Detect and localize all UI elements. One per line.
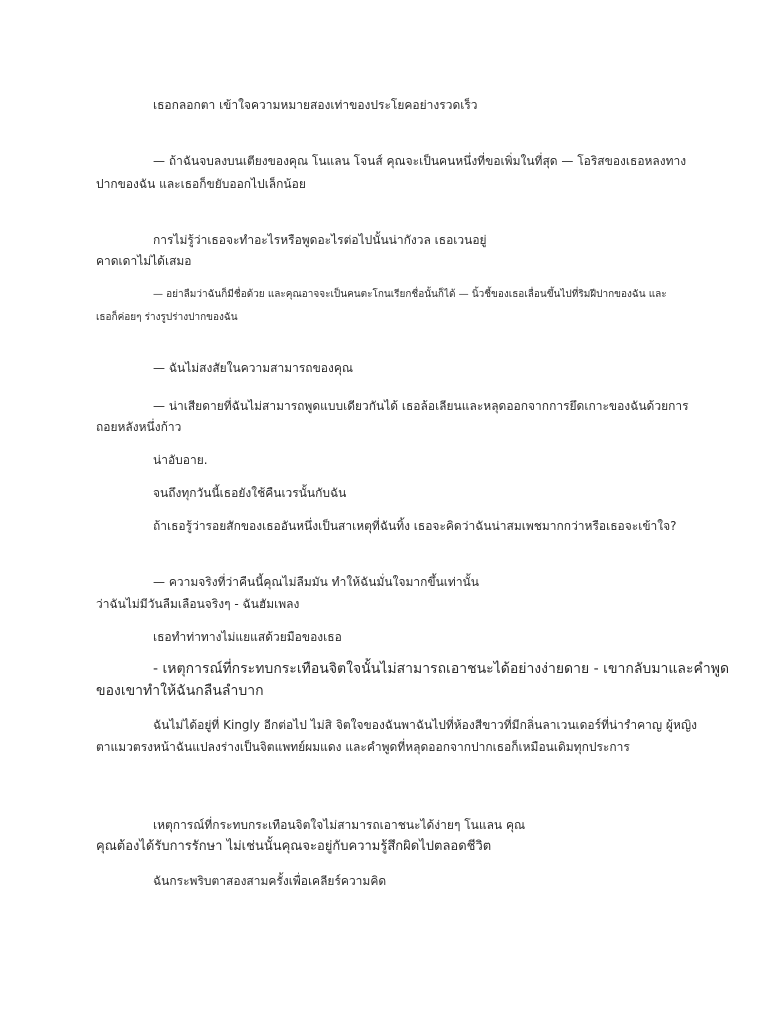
- paragraph-line: ว่าฉันไม่มีวันลืมเลือนจริงๆ - ฉันฮัมเพลง: [96, 597, 300, 611]
- paragraph-line: ฉันกระพริบตาสองสามครั้งเพื่อเคลียร์ความคิด: [153, 874, 387, 888]
- paragraph-line: จนถึงทุกวันนี้เธอยังใช้คืนเวรนั้นกับฉัน: [153, 486, 347, 500]
- paragraph-line: ถอยหลังหนึ่งก้าว: [96, 420, 182, 434]
- paragraph-line: — ความจริงที่ว่าคืนนี้คุณไม่ลืมมัน ทำให้ฉันมั่นใจมากขึ้นเท่านั้น: [153, 575, 479, 589]
- paragraph-line: เหตุการณ์ที่กระทบกระเทือนจิตใจไม่สามารถเอาชนะได้ง่ายๆ โนแลน คุณ: [153, 818, 526, 832]
- paragraph-line: — ถ้าฉันจบลงบนเตียงของคุณ โนแลน โจนส์ คุณจะเป็นคนหนึ่งที่ขอเพิ่มในที่สุด — โอริสของเธอหลงทาง: [153, 154, 687, 168]
- paragraph-line: น่าอับอาย.: [153, 453, 208, 467]
- paragraph-line: — อย่าลืมว่าฉันก็มีชื่อด้วย และคุณอาจจะเป็นคนตะโกนเรียกชื่อนั้นก็ได้ — นิ้วชี้ของเธอเลื่อนขึ้นไปที่ริมฝีปากของฉัน และ: [153, 289, 667, 300]
- paragraph-line: เธอทำท่าทางไม่แยแสด้วยมือของเธอ: [153, 630, 342, 644]
- paragraph-line: ตาแมวตรงหน้าฉันแปลงร่างเป็นจิตแพทย์ผมแดง และคำพูดที่หลุดออกจากปากเธอก็เหมือนเดิมทุกประการ: [96, 740, 630, 754]
- paragraph-line: เธอกลอกตา เข้าใจความหมายสองเท่าของประโยคอย่างรวดเร็ว: [153, 98, 478, 112]
- paragraph-line: การไม่รู้ว่าเธอจะทำอะไรหรือพูดอะไรต่อไปนั้นน่ากังวล เธอเวนอยู่: [153, 233, 487, 247]
- paragraph-line: ของเขาทำให้ฉันกลืนลำบาก: [96, 683, 264, 699]
- paragraph-line: ฉันไม่ได้อยู่ที่ Kingly อีกต่อไป ไม่สิ จิตใจของฉันพาฉันไปที่ห้องสีขาวที่มีกลิ่นลาเวนเดอร์ที่น่ารำคาญ ผู้หญิง: [153, 718, 697, 732]
- paragraph-line: คุณต้องได้รับการรักษา ไม่เช่นนั้นคุณจะอยู่กับความรู้สึกผิดไปตลอดชีวิต: [96, 839, 492, 854]
- paragraph-line: คาดเดาไม่ได้เสมอ: [96, 254, 192, 268]
- paragraph-line: — ฉันไม่สงสัยในความสามารถของคุณ: [153, 361, 354, 375]
- paragraph-line: ถ้าเธอรู้ว่ารอยสักของเธออันหนึ่งเป็นสาเหตุที่ฉันทิ้ง เธอจะคิดว่าฉันน่าสมเพชมากกว่าหรือเธอจะเข้าใจ?: [153, 519, 677, 533]
- paragraph-line: - เหตุการณ์ที่กระทบกระเทือนจิตใจนั้นไม่สามารถเอาชนะได้อย่างง่ายดาย - เขากลับมาและคำพูด: [153, 661, 730, 677]
- paragraph-line: — น่าเสียดายที่ฉันไม่สามารถพูดแบบเดียวกันได้ เธอล้อเลียนและหลุดออกจากการยึดเกาะของฉันด้วยการ: [153, 399, 689, 413]
- paragraph-line: ปากของฉัน และเธอก็ขยับออกไปเล็กน้อย: [96, 177, 306, 191]
- paragraph-line: เธอก็ค่อยๆ ร่างรูปร่างปากของฉัน: [96, 312, 238, 323]
